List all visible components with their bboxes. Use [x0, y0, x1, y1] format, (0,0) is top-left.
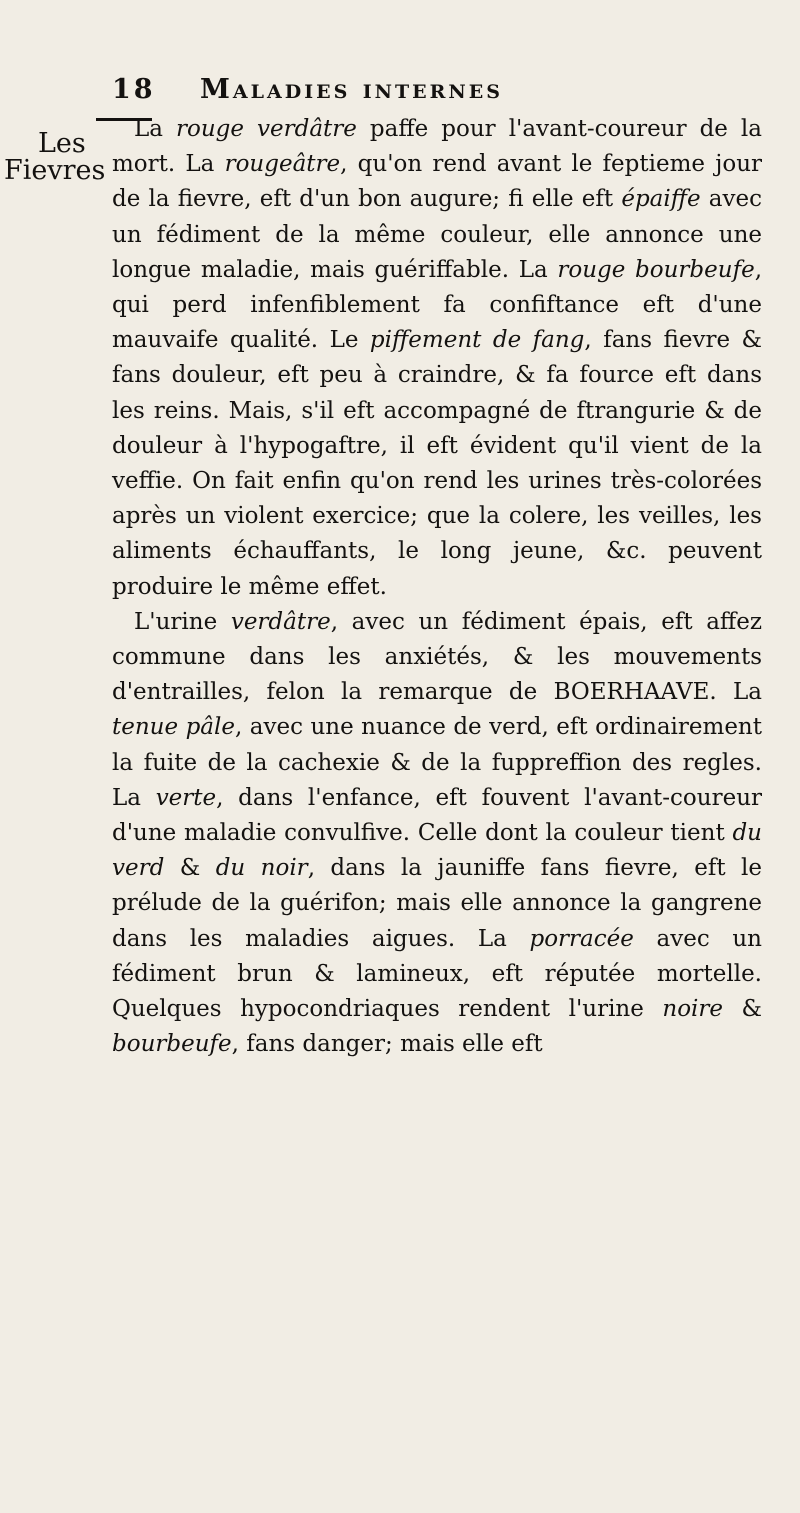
text-run: , dans la jauniffe fans fievre, eft le prélude de la guérifon; mais elle annonce la gangrene dans les maladies aigues. La [112, 855, 762, 952]
text-run: , dans l'enfance, eft fouvent l'avant-coureur d'une maladie convulfive. Celle dont la couleur tient [112, 784, 762, 847]
page-number: 18 [112, 74, 156, 105]
margin-note [4, 128, 106, 186]
body-text [112, 112, 762, 1062]
paragraph [112, 112, 762, 605]
text-run: , fans fievre & fans douleur, eft peu à craindre, & fa fource eft dans les reins. Mais, s'il eft accompagné de ftrangurie & de douleur à l'hypogaftre, il eft évident qu'il vient de la veffie. On fait enfin qu'on rend les urines très-colorées après un violent exercice; que la colere, les veilles, les aliments échauffants, le long jeune, &c. peuvent produire le même effet. [112, 327, 762, 600]
italic-text: verdâtre [230, 608, 331, 635]
italic-text: bourbeufe [112, 1031, 232, 1058]
italic-text: du noir [215, 855, 308, 882]
italic-text: rouge bourbeufe [557, 256, 755, 283]
paragraph [112, 605, 762, 1063]
text-run: , fans danger; mais elle eft [231, 1031, 543, 1058]
italic-text: du verd [112, 820, 762, 882]
italic-text: épaiffe [621, 186, 701, 213]
italic-text: piffement de fang [369, 327, 585, 354]
italic-text: rougeâtre [224, 151, 341, 178]
italic-text: rouge verdâtre [176, 116, 357, 142]
text-run: , avec une nuance de verd, eft ordinairement la fuite de la cachexie & de la fuppreffion des regles. La [112, 714, 762, 811]
text-run: , qu'on rend avant le feptieme jour de la fievre, eft d'un bon augure; fi elle eft [112, 151, 762, 213]
text-run: L'urine [134, 608, 231, 635]
italic-text: verte [155, 784, 217, 811]
text-run: , qui perd infenfiblement fa confiftance eft d'une mauvaife qualité. Le [112, 256, 763, 354]
text-run: La [134, 116, 176, 142]
running-header [112, 74, 752, 110]
italic-text: porracée [529, 925, 634, 952]
margin-note-line: Les [38, 128, 86, 159]
text-run: avec un fédiment brun & lamineux, eft réputée mortelle. Quelques hypocondriaques rendent l'urine [112, 925, 763, 1023]
running-title: Maladies internes [200, 74, 503, 105]
text-run: avec un fédiment de la même couleur, elle annonce une longue maladie, mais guériffable. La [112, 186, 762, 283]
text-run: & [723, 996, 762, 1023]
italic-text: tenue pâle [112, 714, 235, 741]
margin-note-line: Fievres [4, 155, 106, 186]
text-run: & [164, 855, 216, 882]
text-run: paffe pour l'avant-coureur de la mort. La [112, 116, 762, 178]
italic-text: noire [662, 996, 723, 1023]
text-run: , avec un fédiment épais, eft affez commune dans les anxiétés, & les mouvements d'entrailles, felon la remarque de BOERHAAVE. La [112, 608, 762, 706]
